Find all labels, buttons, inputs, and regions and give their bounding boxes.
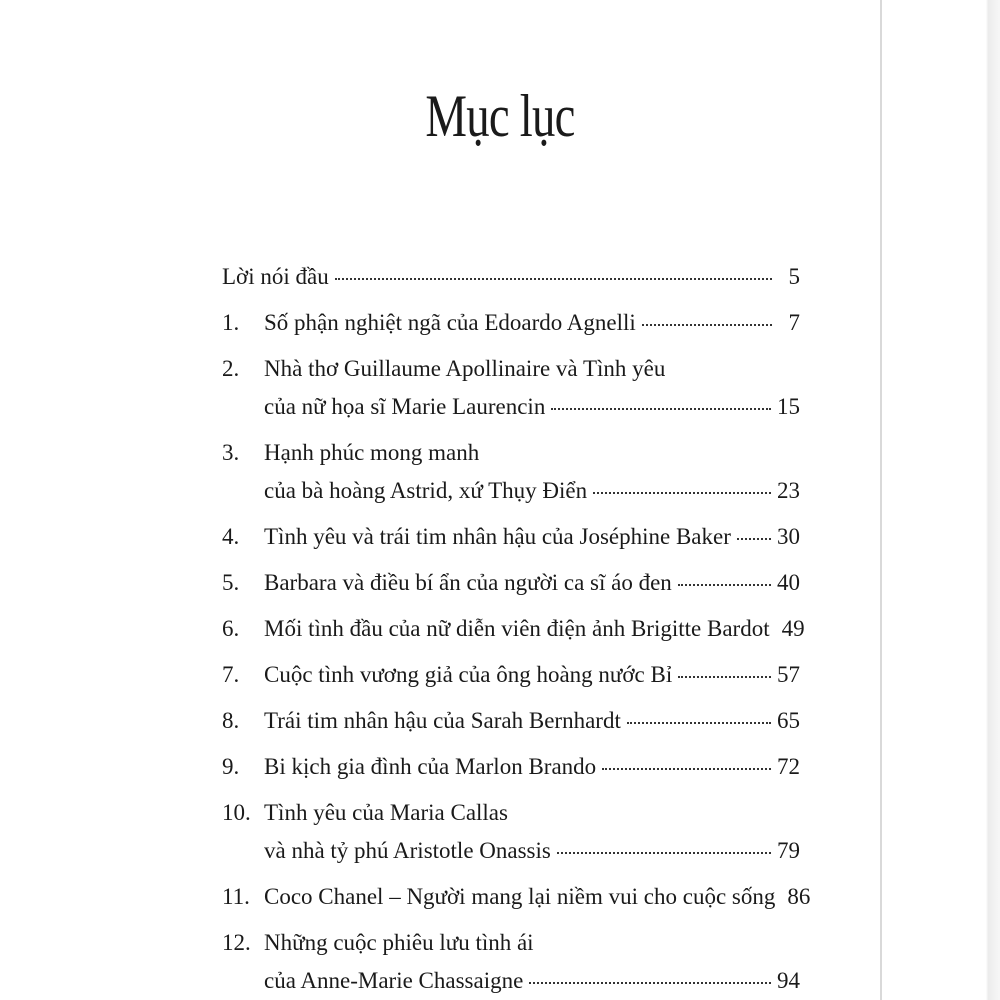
page-edge	[882, 0, 1000, 1000]
toc-entry-number: 9.	[222, 754, 240, 779]
dot-leader	[593, 492, 771, 494]
toc-entry-text: của nữ họa sĩ Marie Laurencin	[264, 394, 546, 419]
toc-entry-number: 8.	[222, 708, 240, 733]
toc-entry-number: 5.	[222, 570, 240, 595]
dot-leader	[627, 722, 771, 724]
toc-page-number: 7	[788, 310, 800, 335]
toc-entry-text: Cuộc tình vương giả của ông hoàng nước Bỉ	[264, 662, 673, 687]
toc-page-number: 72	[777, 754, 800, 779]
toc-page-number: 86	[787, 884, 811, 909]
toc-entry-preface[interactable]	[222, 258, 800, 296]
dot-leader	[551, 408, 771, 410]
toc-entry-text: Trái tim nhân hậu của Sarah Bernhardt	[264, 708, 621, 733]
page-title: Mục lục	[425, 83, 575, 149]
toc-entry-text: Hạnh phúc mong manh	[264, 440, 480, 465]
toc-entry-text: Tình yêu và trái tim nhân hậu của Joséphine Baker	[264, 524, 731, 549]
toc-entry[interactable]	[222, 518, 800, 556]
toc-entry-text: Nhà thơ Guillaume Apollinaire và Tình yêu	[264, 356, 666, 381]
toc-page-number: 5	[788, 264, 800, 289]
dot-leader	[678, 676, 771, 678]
toc-entry-number: 11.	[222, 884, 250, 909]
toc-entry-number: 1.	[222, 310, 240, 335]
toc-entry[interactable]	[222, 878, 811, 916]
toc-entry[interactable]	[222, 304, 800, 342]
toc-page-number: 94	[777, 968, 800, 993]
toc-entry[interactable]	[222, 924, 800, 1000]
toc-entry[interactable]	[222, 610, 805, 648]
toc-entry-text: của bà hoàng Astrid, xứ Thụy Điển	[264, 478, 588, 503]
toc-entry[interactable]	[222, 350, 800, 426]
toc-entry-text: Mối tình đầu của nữ diễn viên điện ảnh Brigitte Bardot	[264, 616, 770, 641]
toc-entry[interactable]	[222, 748, 800, 786]
toc-page-number: 15	[777, 394, 800, 419]
toc-entry-text: Số phận nghiệt ngã của Edoardo Agnelli	[264, 310, 636, 335]
toc-page-number: 57	[777, 662, 800, 687]
dot-leader	[557, 852, 771, 854]
toc-entry-number: 10.	[222, 800, 251, 825]
dot-leader	[602, 768, 771, 770]
toc-entry-number: 4.	[222, 524, 240, 549]
toc-entry[interactable]	[222, 656, 800, 694]
toc-entry-number: 3.	[222, 440, 240, 465]
toc-entry-number: 6.	[222, 616, 240, 641]
toc-page-number: 79	[777, 838, 800, 863]
table-of-contents	[222, 258, 811, 1000]
toc-entry-number: 2.	[222, 356, 240, 381]
dot-leader	[642, 324, 772, 326]
toc-entry-text: Lời nói đầu	[222, 264, 329, 289]
dot-leader	[529, 982, 771, 984]
toc-entry-text: Bi kịch gia đình của Marlon Brando	[264, 754, 597, 779]
toc-entry[interactable]	[222, 702, 800, 740]
toc-page-number: 49	[781, 616, 805, 641]
toc-entry-number: 12.	[222, 930, 251, 955]
toc-entry-text: Coco Chanel – Người mang lại niềm vui cho cuộc sống	[264, 884, 776, 909]
dot-leader	[678, 584, 771, 586]
toc-entry-text: Tình yêu của Maria Callas	[264, 800, 508, 825]
toc-page-number: 65	[777, 708, 800, 733]
toc-entry-text: và nhà tỷ phú Aristotle Onassis	[264, 838, 551, 863]
toc-entry[interactable]	[222, 794, 800, 870]
toc-page-number: 23	[777, 478, 800, 503]
toc-entry-number: 7.	[222, 662, 240, 687]
toc-entry-text: Barbara và điều bí ẩn của người ca sĩ áo đen	[264, 570, 672, 595]
dot-leader	[737, 538, 771, 540]
toc-entry[interactable]	[222, 564, 800, 602]
toc-page-number: 30	[777, 524, 800, 549]
toc-entry-text: Những cuộc phiêu lưu tình ái	[264, 930, 534, 955]
toc-page-number: 40	[777, 570, 800, 595]
toc-entry[interactable]	[222, 434, 800, 510]
toc-entry-text: của Anne-Marie Chassaigne	[264, 968, 524, 993]
dot-leader	[335, 278, 772, 280]
